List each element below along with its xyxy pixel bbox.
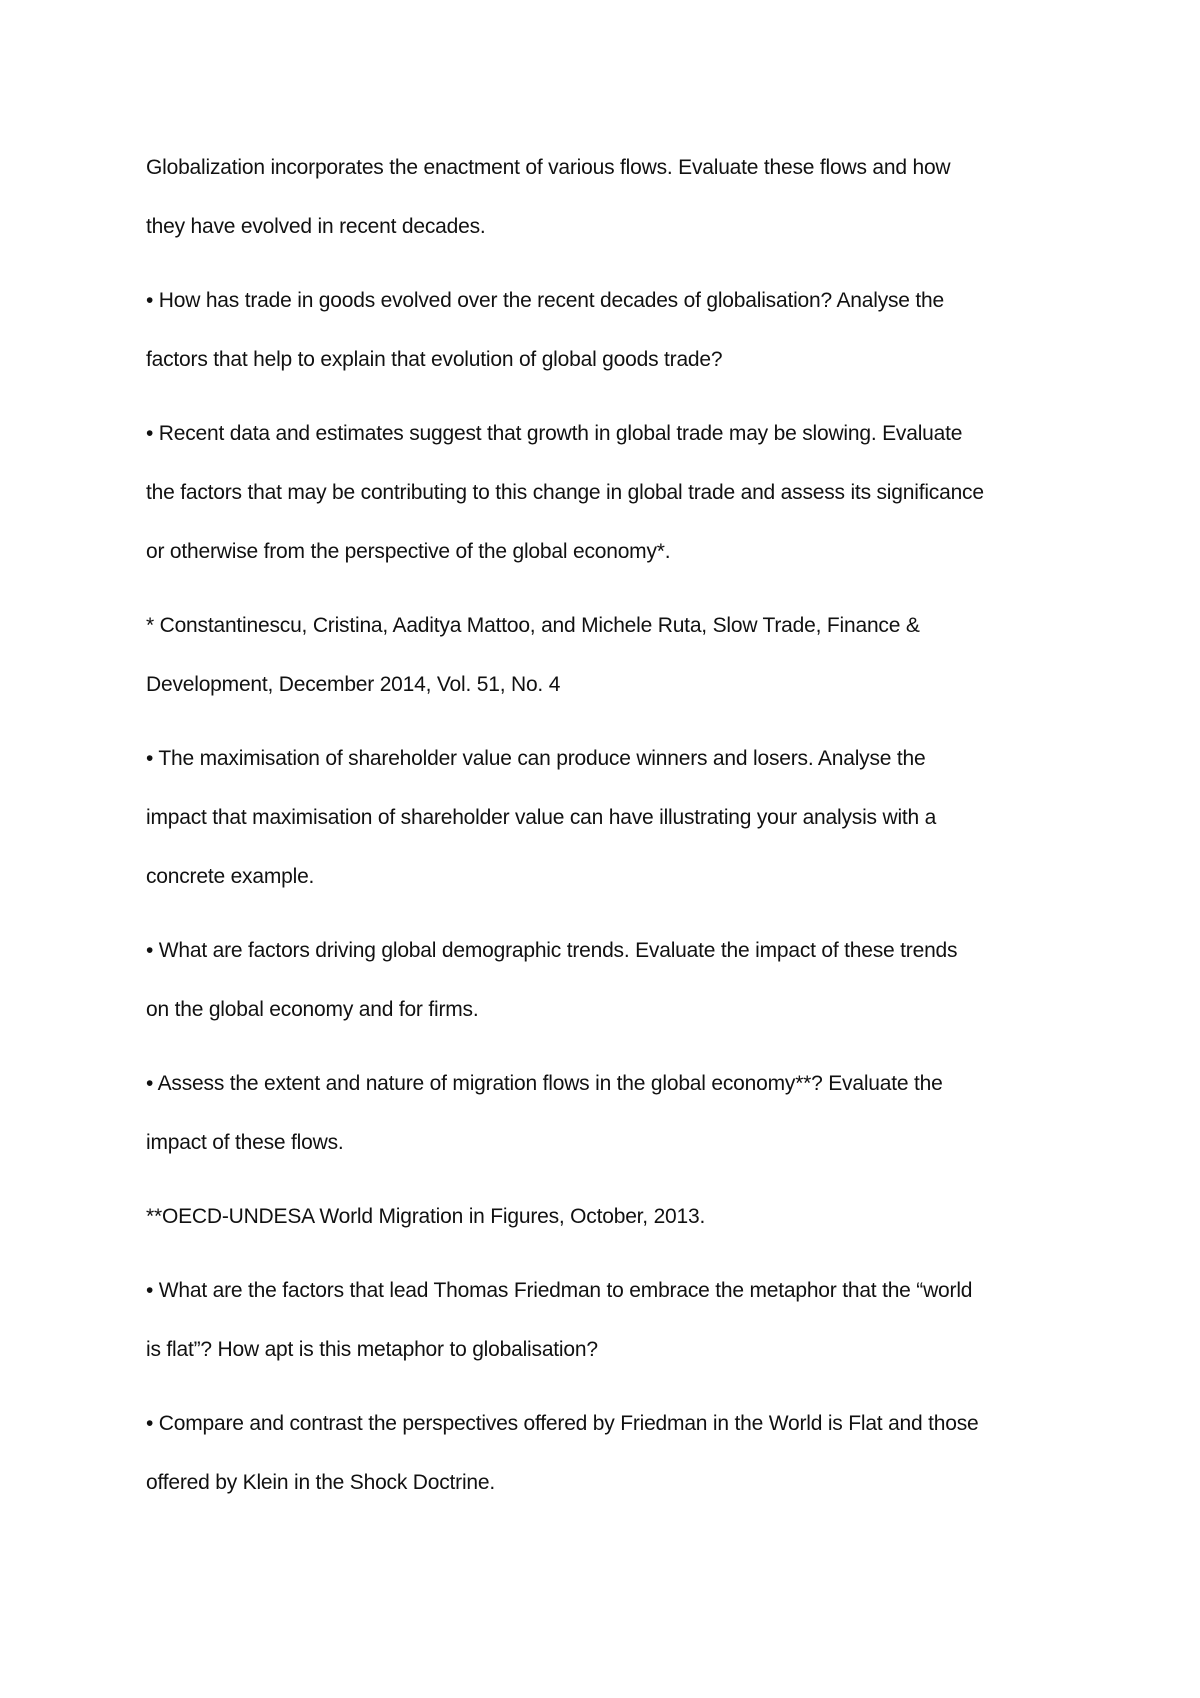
intro-paragraph xyxy=(146,138,1066,256)
footnote-migration xyxy=(146,1187,1066,1246)
text-line: • What are factors driving global demographic trends. Evaluate the impact of these trends xyxy=(146,939,958,962)
text-line: • Recent data and estimates suggest that growth in global trade may be slowing. Evaluate xyxy=(146,422,963,445)
text-line: • Assess the extent and nature of migration flows in the global economy**? Evaluate the xyxy=(146,1072,943,1095)
text-line: • What are the factors that lead Thomas Friedman to embrace the metaphor that the “world xyxy=(146,1279,973,1302)
question-demographic-trends xyxy=(146,921,1066,1039)
text-line: • How has trade in goods evolved over the recent decades of globalisation? Analyse the xyxy=(146,289,945,312)
question-migration-flows xyxy=(146,1054,1066,1172)
text-line: they have evolved in recent decades. xyxy=(146,215,486,238)
text-line: or otherwise from the perspective of the global economy*. xyxy=(146,540,671,563)
text-line: impact of these flows. xyxy=(146,1131,344,1154)
text-line: * Constantinescu, Cristina, Aaditya Mattoo, and Michele Ruta, Slow Trade, Finance & xyxy=(146,614,920,637)
text-line: factors that help to explain that evolution of global goods trade? xyxy=(146,348,723,371)
question-shareholder-value xyxy=(146,729,1066,906)
text-line: concrete example. xyxy=(146,865,315,888)
text-line: • Compare and contrast the perspectives offered by Friedman in the World is Flat and those xyxy=(146,1412,979,1435)
text-line: on the global economy and for firms. xyxy=(146,998,479,1021)
document-body xyxy=(146,138,1066,1527)
text-line: Development, December 2014, Vol. 51, No. 4 xyxy=(146,673,561,696)
text-line: • The maximisation of shareholder value can produce winners and losers. Analyse the xyxy=(146,747,926,770)
text-line: offered by Klein in the Shock Doctrine. xyxy=(146,1471,496,1494)
text-line: impact that maximisation of shareholder value can have illustrating your analysis with a xyxy=(146,806,937,829)
text-line: Globalization incorporates the enactment of various flows. Evaluate these flows and how xyxy=(146,156,951,179)
text-line: **OECD-UNDESA World Migration in Figures, October, 2013. xyxy=(146,1205,706,1228)
text-line: the factors that may be contributing to this change in global trade and assess its significance xyxy=(146,481,984,504)
question-slowing-trade xyxy=(146,404,1066,581)
question-trade-in-goods xyxy=(146,271,1066,389)
text-line: is flat”? How apt is this metaphor to globalisation? xyxy=(146,1338,598,1361)
question-friedman-vs-klein xyxy=(146,1394,1066,1512)
question-world-is-flat xyxy=(146,1261,1066,1379)
footnote-slow-trade xyxy=(146,596,1066,714)
